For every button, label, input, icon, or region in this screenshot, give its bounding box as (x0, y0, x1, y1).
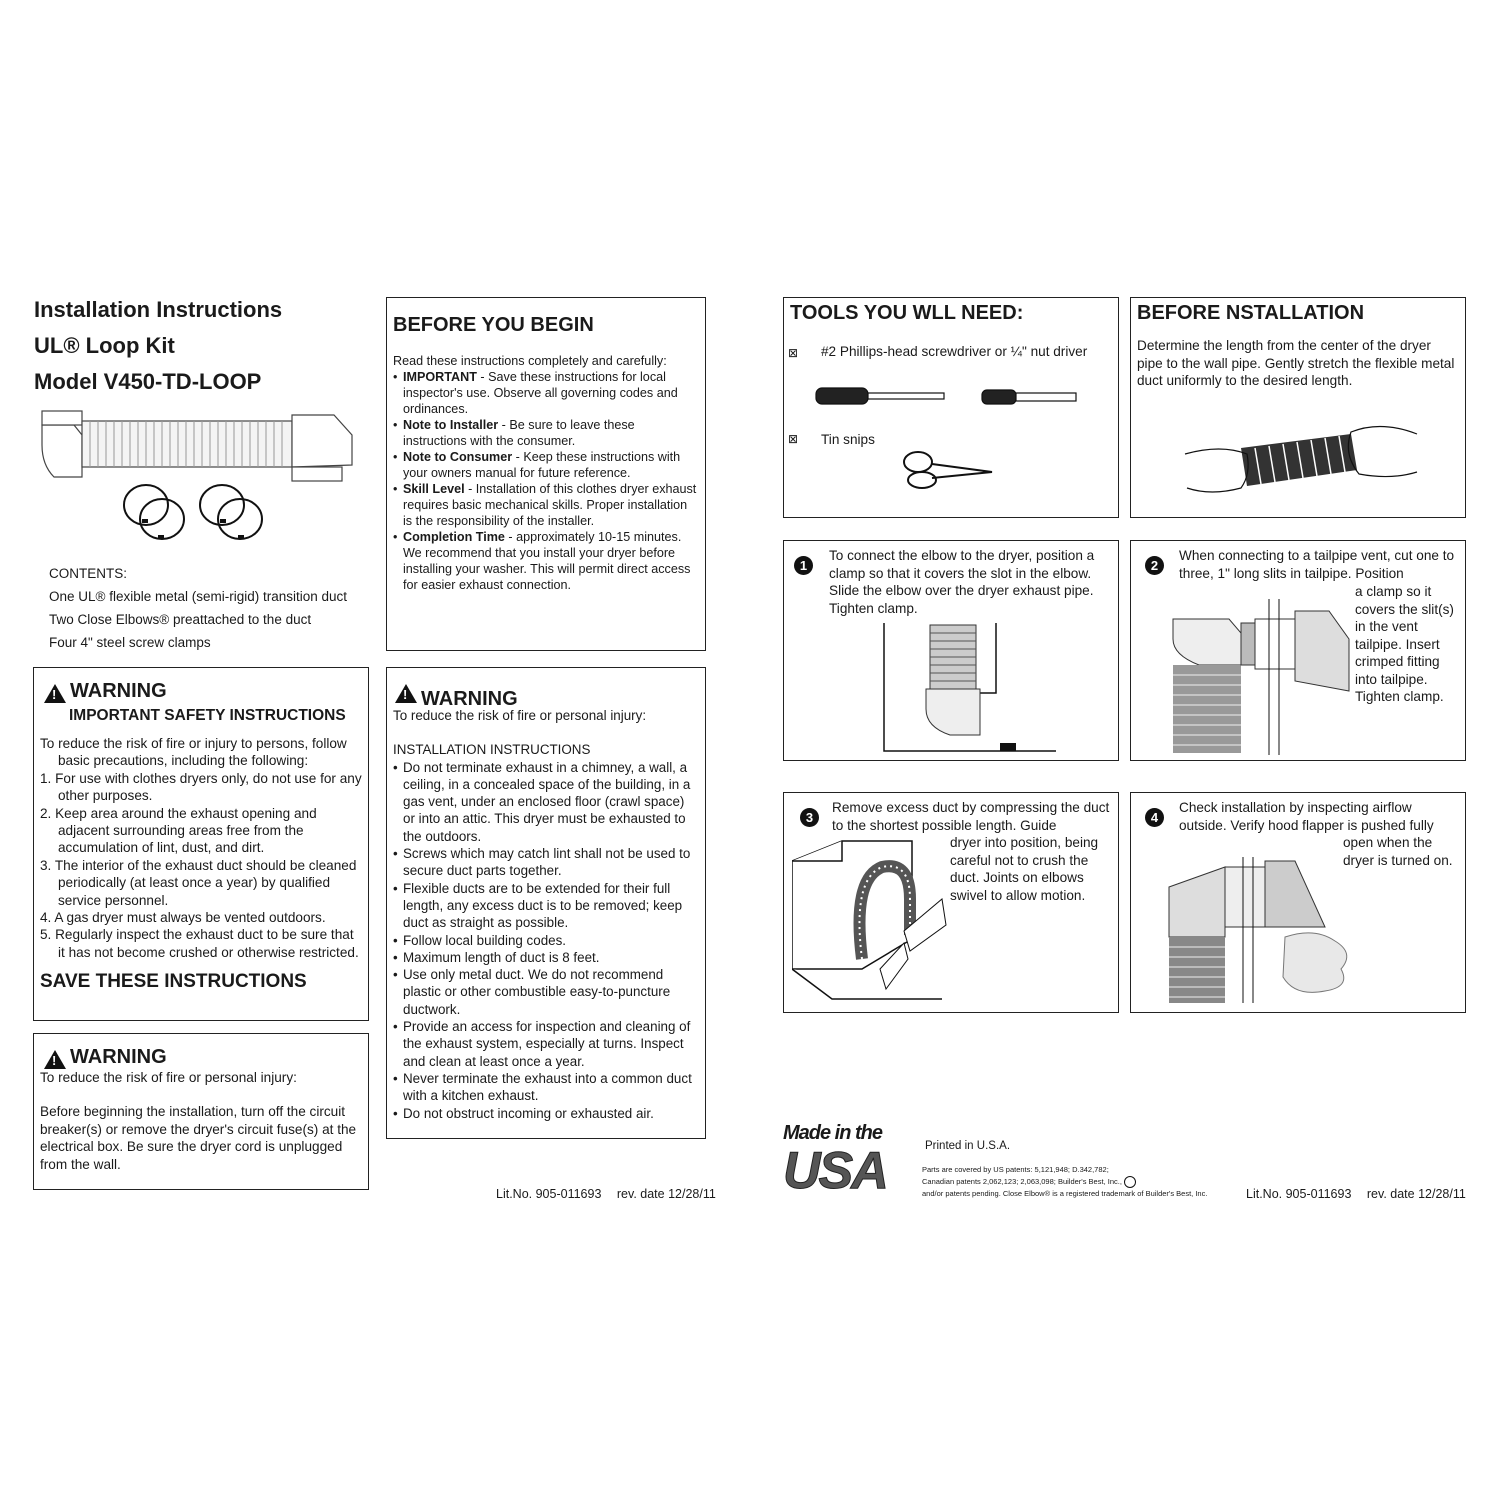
step-2-illustration (1169, 599, 1359, 757)
safety-intro: To reduce the risk of fire or injury to persons, follow basic precautions, including the following: (40, 736, 347, 769)
item-text: - Save these instructions for local inspector's use. Observe all governing codes and ordinances. (403, 370, 678, 416)
patents-line-text: Canadian patents 2,062,123; 2,063,098; Builder's Best, Inc., (922, 1177, 1122, 1186)
before-installation-box (1130, 297, 1466, 518)
patents-notice (922, 1164, 1207, 1200)
lit-number: Lit.No. 905-011693 (496, 1187, 602, 1201)
checkbox-icon: ⊠ (788, 346, 799, 360)
before-installation-body: Determine the length from the center of the dryer pipe to the wall pipe. Gently stretch the flexible metal duct uniformly to the desired length. (1137, 338, 1455, 388)
warning-power-body: Before beginning the installation, turn off the circuit breaker(s) or remove the dryer's circuit fuse(s) at the electrical box. Be sure the dryer cord is unplugged from the wall. (40, 1104, 357, 1172)
safety-item: 3. The interior of the exhaust duct should be cleaned periodically (at least once a year) by qualified service personnel. (40, 857, 357, 908)
installation-item: • Provide an access for inspection and cleaning of the exhaust system, especially at turns. Inspect and clean at least once a year. (393, 1018, 699, 1070)
installation-item: • Maximum length of duct is 8 feet. (393, 949, 699, 966)
step-1-box (783, 540, 1119, 761)
item-text: - Installation of this clothes dryer exhaust requires basic mechanical skills. Proper installation is the responsibility of the installer. (403, 482, 697, 528)
warning-power-box (33, 1033, 369, 1190)
warning-triangle-icon (395, 684, 417, 703)
item-bold-label: Note to Consumer (403, 450, 513, 464)
registered-mark-icon (1124, 1176, 1136, 1188)
before-you-begin-heading: BEFORE YOU BEGIN (393, 314, 594, 336)
before-you-begin-item (393, 449, 699, 481)
step-4-box (1130, 792, 1466, 1013)
before-you-begin-item (393, 417, 699, 449)
warning-triangle-icon (44, 1050, 66, 1069)
warning-heading (395, 680, 699, 710)
before-you-begin-intro: Read these instructions completely and carefully: (393, 354, 667, 368)
made-in-usa-line1: Made in the (783, 1122, 883, 1144)
checkbox-icon: ⊠ (788, 432, 799, 446)
item-text: - Be sure to leave these instructions with the consumer. (403, 418, 635, 448)
step-2-box (1130, 540, 1466, 761)
warning-heading-text: WARNING (70, 680, 167, 702)
item-bold-label: IMPORTANT (403, 370, 477, 384)
title-line-3: Model V450-TD-LOOP (34, 369, 262, 394)
step-2-text-side: a clamp so it covers the slit(s) in the vent tailpipe. Insert crimped fitting into tailpipe. Tighten clamp. (1355, 584, 1454, 704)
warning-power-intro: To reduce the risk of fire or personal injury: (40, 1070, 297, 1085)
step-3-text: Remove excess duct by compressing the duct to the shortest possible length. Guide (832, 800, 1110, 833)
step-1-text: To connect the elbow to the dryer, position a clamp so that it covers the slot in the elbow. Slide the elbow over the dryer exhaust pipe. Tighten clamp. (829, 548, 1095, 616)
installation-item: • Flexible ducts are to be extended for their full length, any excess duct is to be removed; keep duct as straight as possible. (393, 880, 699, 932)
screwdriver-icon (816, 388, 868, 404)
step-3-text-side: dryer into position, being careful not to crush the duct. Joints on elbows swivel to allow motion. (950, 835, 1099, 903)
made-in-usa-line2: USA (783, 1142, 887, 1200)
item-bold-label: Note to Installer (403, 418, 499, 432)
before-you-begin-item (393, 481, 699, 529)
warning-safety-box (33, 667, 369, 1021)
safety-subheading: IMPORTANT SAFETY INSTRUCTIONS (69, 707, 346, 724)
warning-install-intro: To reduce the risk of fire or personal injury: (393, 708, 647, 723)
stretch-duct-illustration (1181, 414, 1421, 504)
safety-item: 2. Keep area around the exhaust opening and adjacent surrounding areas free from the accumulation of lint, dust, and dirt. (40, 805, 317, 856)
step-2-text: When connecting to a tailpipe vent, cut one to three, 1" long slits in tailpipe. Position (1179, 548, 1455, 581)
rev-date: rev. date 12/28/11 (1366, 1187, 1466, 1201)
tool-item-tin-snips: Tin snips (821, 432, 875, 447)
warning-heading (44, 680, 362, 703)
installation-list (393, 759, 699, 1122)
patents-line (922, 1176, 1207, 1188)
item-bold-label: Skill Level (403, 482, 465, 496)
contents-list (49, 562, 347, 654)
patents-line: and/or patents pending. Close Elbow® is a registered trademark of Builder's Best, Inc. (922, 1189, 1208, 1199)
before-you-begin-box (386, 297, 706, 651)
installation-item: • Do not terminate exhaust in a chimney, a wall, a ceiling, in a concealed space of the building, in a gas vent, under an enclosed floor (crawl space) or into an attic. This dryer must be exhausted to the outdoors. (393, 759, 699, 845)
safety-item: 4. A gas dryer must always be vented outdoors. (40, 910, 326, 926)
safety-item: 5. Regularly inspect the exhaust duct to be sure that it has not become crushed or otherwise restricted. (40, 927, 359, 960)
tool-item-screwdriver: #2 Phillips-head screwdriver or ¼" nut driver (821, 344, 1088, 359)
save-instructions: SAVE THESE INSTRUCTIONS (40, 971, 307, 993)
item-text: - approximately 10-15 minutes. We recommend that you install your dryer before installing your washer. This will permit direct access for easier exhaust connection. (403, 530, 691, 592)
tools-box (783, 297, 1119, 518)
item-text: - Keep these instructions with your owners manual for future reference. (403, 450, 681, 480)
step-3-box (783, 792, 1119, 1013)
page-title (34, 292, 282, 400)
installation-item: • Follow local building codes. (393, 932, 699, 949)
tools-heading: TOOLS YOU WLL NEED: (790, 302, 1024, 324)
made-in-usa-logo (783, 1122, 903, 1200)
before-installation-heading: BEFORE NSTALLATION (1137, 302, 1365, 324)
step-4-illustration (1165, 857, 1405, 1007)
step-number-badge: 1 (794, 556, 813, 575)
before-you-begin-item (393, 369, 699, 417)
patents-line: Parts are covered by US patents: 5,121,948; D.342,782; (922, 1165, 1109, 1174)
before-you-begin-item (393, 529, 699, 593)
tin-snips-icon (904, 452, 992, 488)
step-3-illustration (792, 839, 952, 1007)
contents-item: One UL® flexible metal (semi-rigid) transition duct (49, 589, 348, 604)
step-number-badge: 4 (1145, 808, 1164, 827)
step-number-badge: 3 (800, 808, 819, 827)
step-number-badge: 2 (1145, 556, 1164, 575)
warning-heading (44, 1046, 362, 1069)
installation-item: • Screws which may catch lint shall not be used to secure duct parts together. (393, 845, 699, 880)
installation-item: • Never terminate the exhaust into a common duct with a kitchen exhaust. (393, 1070, 699, 1105)
contents-item: Four 4" steel screw clamps (49, 635, 211, 650)
step-1-illustration (880, 623, 1060, 753)
warning-install-box (386, 667, 706, 1139)
warning-triangle-icon (44, 684, 66, 703)
title-line-1: Installation Instructions (34, 297, 283, 322)
tools-illustration (814, 382, 1084, 490)
step-4-text-side: open when the dryer is turned on. (1343, 835, 1453, 868)
step-4-text: Check installation by inspecting airflow outside. Verify hood flapper is pushed fully (1179, 800, 1434, 833)
printed-in-usa: Printed in U.S.A. (925, 1140, 1011, 1152)
item-bold-label: Completion Time (403, 530, 505, 544)
lit-number-right (1246, 1187, 1466, 1201)
contents-heading: CONTENTS: (49, 566, 128, 581)
warning-heading-text: WARNING (70, 1046, 167, 1068)
contents-item: Two Close Elbows® preattached to the duct (49, 612, 312, 627)
lit-number: Lit.No. 905-011693 (1246, 1187, 1352, 1201)
installation-item: • Use only metal duct. We do not recommend plastic or other combustible easy-to-puncture ductwork. (393, 966, 699, 1018)
safety-item: 1. For use with clothes dryers only, do not use for any other purposes. (40, 770, 362, 804)
rev-date: rev. date 12/28/11 (616, 1187, 716, 1201)
warning-heading-text: WARNING (421, 688, 518, 710)
installation-item: • Do not obstruct incoming or exhausted air. (393, 1105, 699, 1122)
lit-number-left (496, 1187, 716, 1201)
before-you-begin-list (393, 369, 699, 593)
loop-kit-illustration (34, 405, 354, 555)
title-line-2: UL® Loop Kit (34, 333, 175, 358)
installation-subheading: INSTALLATION INSTRUCTIONS (393, 742, 591, 758)
